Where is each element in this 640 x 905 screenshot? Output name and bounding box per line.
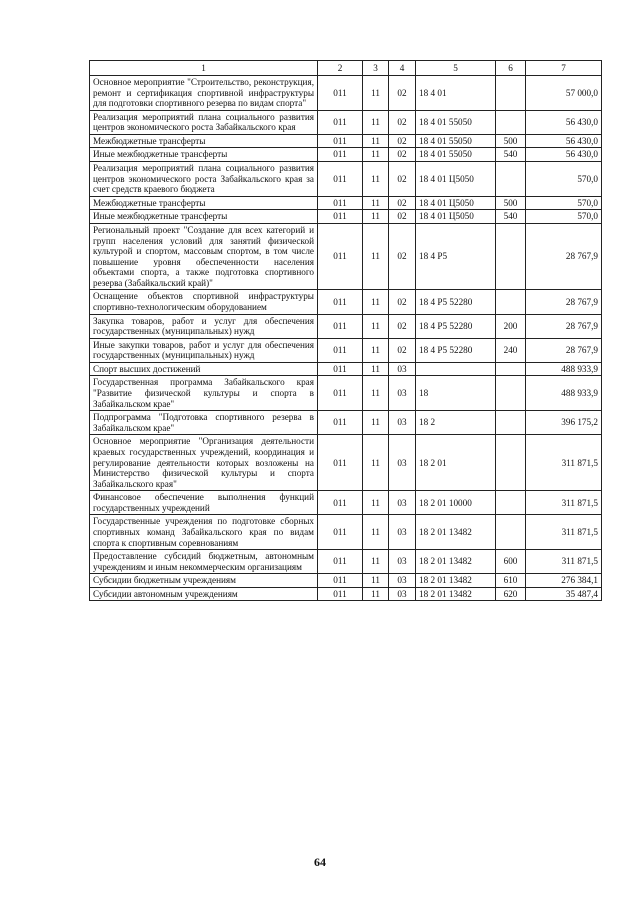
- amount-cell: 28 767,9: [526, 314, 602, 338]
- target-article-cell: 18 2 01 10000: [416, 491, 496, 515]
- section-cell: 11: [363, 550, 389, 574]
- subsection-cell: 02: [389, 110, 416, 134]
- amount-cell: 57 000,0: [526, 76, 602, 111]
- target-article-cell: 18 4 P5: [416, 223, 496, 289]
- grbs-cell: 011: [318, 587, 363, 601]
- row-name-cell: Иные закупки товаров, работ и услуг для обеспечения государственных (муниципальных) нужд: [90, 338, 318, 362]
- section-cell: 11: [363, 411, 389, 435]
- section-cell: 11: [363, 290, 389, 314]
- subsection-cell: 03: [389, 491, 416, 515]
- table-row: [90, 314, 602, 338]
- subsection-cell: 02: [389, 148, 416, 162]
- section-cell: 11: [363, 314, 389, 338]
- expense-type-cell: [496, 435, 526, 491]
- table-row: [90, 435, 602, 491]
- row-name-cell: Оснащение объектов спортивной инфраструктуры спортивно-технологическим оборудованием: [90, 290, 318, 314]
- table-row: [90, 110, 602, 134]
- row-name-cell: Иные межбюджетные трансферты: [90, 148, 318, 162]
- subsection-cell: 02: [389, 134, 416, 148]
- table-row: [90, 162, 602, 197]
- table-row: [90, 134, 602, 148]
- amount-cell: 276 384,1: [526, 574, 602, 588]
- row-name-cell: Реализация мероприятий плана социального развития центров экономического роста Забайкальского края за счет средств краевого бюджета: [90, 162, 318, 197]
- target-article-cell: 18 4 01: [416, 76, 496, 111]
- target-article-cell: 18 4 P5 52280: [416, 338, 496, 362]
- subsection-cell: 02: [389, 314, 416, 338]
- table-row: [90, 223, 602, 289]
- table-row: [90, 210, 602, 224]
- expense-type-cell: 540: [496, 210, 526, 224]
- grbs-cell: 011: [318, 574, 363, 588]
- row-name-cell: Финансовое обеспечение выполнения функций государственных учреждений: [90, 491, 318, 515]
- table-row: [90, 76, 602, 111]
- row-name-cell: Закупка товаров, работ и услуг для обеспечения государственных (муниципальных) нужд: [90, 314, 318, 338]
- subsection-cell: 03: [389, 515, 416, 550]
- grbs-cell: 011: [318, 210, 363, 224]
- subsection-cell: 03: [389, 376, 416, 411]
- table-row: [90, 376, 602, 411]
- target-article-cell: 18 2 01 13482: [416, 515, 496, 550]
- subsection-cell: 02: [389, 210, 416, 224]
- section-cell: 11: [363, 515, 389, 550]
- table-header-row: [90, 61, 602, 76]
- amount-cell: 28 767,9: [526, 290, 602, 314]
- section-cell: 11: [363, 134, 389, 148]
- section-cell: 11: [363, 223, 389, 289]
- amount-cell: 311 871,5: [526, 435, 602, 491]
- grbs-cell: 011: [318, 376, 363, 411]
- row-name-cell: Спорт высших достижений: [90, 362, 318, 376]
- target-article-cell: 18 2 01: [416, 435, 496, 491]
- expense-type-cell: 240: [496, 338, 526, 362]
- section-cell: 11: [363, 148, 389, 162]
- table-row: [90, 290, 602, 314]
- row-name-cell: Региональный проект "Создание для всех категорий и групп населения условий для занятий физической культурой и спортом, массовым спортом, в том числе повышение уровня обеспеченности населения объектами спорта, а также подготовка спортивного резерва (Забайкальский край)": [90, 223, 318, 289]
- section-cell: 11: [363, 162, 389, 197]
- row-name-cell: Основное мероприятие "Строительство, реконструкция, ремонт и сертификация спортивной инфраструктуры для подготовки спортивного резерва по видам спорта": [90, 76, 318, 111]
- row-name-cell: Реализация мероприятий плана социального развития центров экономического роста Забайкальского края: [90, 110, 318, 134]
- target-article-cell: 18 4 01 55050: [416, 134, 496, 148]
- amount-cell: 311 871,5: [526, 515, 602, 550]
- subsection-cell: 02: [389, 162, 416, 197]
- section-cell: 11: [363, 210, 389, 224]
- grbs-cell: 011: [318, 290, 363, 314]
- table-row: [90, 574, 602, 588]
- amount-cell: 488 933,9: [526, 362, 602, 376]
- grbs-cell: 011: [318, 162, 363, 197]
- amount-cell: 396 175,2: [526, 411, 602, 435]
- target-article-cell: 18 2 01 13482: [416, 587, 496, 601]
- table-row: [90, 338, 602, 362]
- expense-type-cell: 200: [496, 314, 526, 338]
- expense-type-cell: [496, 362, 526, 376]
- amount-cell: 311 871,5: [526, 550, 602, 574]
- row-name-cell: Межбюджетные трансферты: [90, 196, 318, 210]
- grbs-cell: 011: [318, 338, 363, 362]
- grbs-cell: 011: [318, 134, 363, 148]
- section-cell: 11: [363, 574, 389, 588]
- row-name-cell: Субсидии бюджетным учреждениям: [90, 574, 318, 588]
- expense-type-cell: [496, 76, 526, 111]
- target-article-cell: [416, 362, 496, 376]
- column-header: 5: [416, 61, 496, 76]
- row-name-cell: Основное мероприятие "Организация деятельности краевых государственных учреждений, координация и регулирование деятельности которых возложены на Министерство физической культуры и спорта Забайкальского края": [90, 435, 318, 491]
- section-cell: 11: [363, 376, 389, 411]
- row-name-cell: Предоставление субсидий бюджетным, автономным учреждениям и иным некоммерческим организациям: [90, 550, 318, 574]
- grbs-cell: 011: [318, 411, 363, 435]
- expense-type-cell: 610: [496, 574, 526, 588]
- target-article-cell: 18 4 01 55050: [416, 148, 496, 162]
- subsection-cell: 02: [389, 196, 416, 210]
- expense-type-cell: [496, 491, 526, 515]
- expense-type-cell: [496, 110, 526, 134]
- grbs-cell: 011: [318, 223, 363, 289]
- column-header: 2: [318, 61, 363, 76]
- amount-cell: 56 430,0: [526, 134, 602, 148]
- grbs-cell: 011: [318, 76, 363, 111]
- table-row: [90, 196, 602, 210]
- section-cell: 11: [363, 435, 389, 491]
- amount-cell: 56 430,0: [526, 148, 602, 162]
- section-cell: 11: [363, 338, 389, 362]
- subsection-cell: 02: [389, 338, 416, 362]
- table-body: [90, 76, 602, 601]
- row-name-cell: Иные межбюджетные трансферты: [90, 210, 318, 224]
- expense-type-cell: [496, 411, 526, 435]
- subsection-cell: 02: [389, 76, 416, 111]
- column-header: 4: [389, 61, 416, 76]
- expense-type-cell: [496, 515, 526, 550]
- target-article-cell: 18 4 01 55050: [416, 110, 496, 134]
- target-article-cell: 18 4 P5 52280: [416, 314, 496, 338]
- expense-type-cell: 600: [496, 550, 526, 574]
- column-header: 6: [496, 61, 526, 76]
- grbs-cell: 011: [318, 314, 363, 338]
- subsection-cell: 02: [389, 223, 416, 289]
- subsection-cell: 03: [389, 435, 416, 491]
- target-article-cell: 18 2: [416, 411, 496, 435]
- expense-type-cell: 540: [496, 148, 526, 162]
- table-row: [90, 587, 602, 601]
- target-article-cell: 18 4 01 Ц5050: [416, 162, 496, 197]
- expense-type-cell: [496, 290, 526, 314]
- amount-cell: 28 767,9: [526, 223, 602, 289]
- amount-cell: 570,0: [526, 210, 602, 224]
- subsection-cell: 03: [389, 550, 416, 574]
- expense-type-cell: [496, 376, 526, 411]
- grbs-cell: 011: [318, 515, 363, 550]
- target-article-cell: 18 4 01 Ц5050: [416, 196, 496, 210]
- expense-type-cell: 500: [496, 134, 526, 148]
- target-article-cell: 18: [416, 376, 496, 411]
- grbs-cell: 011: [318, 550, 363, 574]
- column-header: 7: [526, 61, 602, 76]
- target-article-cell: 18 2 01 13482: [416, 574, 496, 588]
- row-name-cell: Подпрограмма "Подготовка спортивного резерва в Забайкальском крае": [90, 411, 318, 435]
- amount-cell: 56 430,0: [526, 110, 602, 134]
- amount-cell: 570,0: [526, 162, 602, 197]
- table-row: [90, 550, 602, 574]
- row-name-cell: Государственная программа Забайкальского края "Развитие физической культуры и спорта в Забайкальском крае": [90, 376, 318, 411]
- table-row: [90, 515, 602, 550]
- section-cell: 11: [363, 110, 389, 134]
- section-cell: 11: [363, 587, 389, 601]
- table-row: [90, 491, 602, 515]
- grbs-cell: 011: [318, 110, 363, 134]
- subsection-cell: 03: [389, 574, 416, 588]
- budget-table: [89, 60, 602, 601]
- table-row: [90, 411, 602, 435]
- grbs-cell: 011: [318, 148, 363, 162]
- amount-cell: 488 933,9: [526, 376, 602, 411]
- row-name-cell: Субсидии автономным учреждениям: [90, 587, 318, 601]
- subsection-cell: 03: [389, 411, 416, 435]
- grbs-cell: 011: [318, 362, 363, 376]
- column-header: 3: [363, 61, 389, 76]
- expense-type-cell: 500: [496, 196, 526, 210]
- grbs-cell: 011: [318, 491, 363, 515]
- row-name-cell: Межбюджетные трансферты: [90, 134, 318, 148]
- subsection-cell: 03: [389, 587, 416, 601]
- column-header: 1: [90, 61, 318, 76]
- amount-cell: 570,0: [526, 196, 602, 210]
- expense-type-cell: 620: [496, 587, 526, 601]
- row-name-cell: Государственные учреждения по подготовке сборных спортивных команд Забайкальского края по видам спорта к спортивным соревнованиям: [90, 515, 318, 550]
- subsection-cell: 02: [389, 290, 416, 314]
- expense-type-cell: [496, 223, 526, 289]
- amount-cell: 311 871,5: [526, 491, 602, 515]
- amount-cell: 35 487,4: [526, 587, 602, 601]
- section-cell: 11: [363, 76, 389, 111]
- page-number: 64: [314, 855, 326, 869]
- subsection-cell: 03: [389, 362, 416, 376]
- section-cell: 11: [363, 362, 389, 376]
- grbs-cell: 011: [318, 196, 363, 210]
- target-article-cell: 18 2 01 13482: [416, 550, 496, 574]
- target-article-cell: 18 4 01 Ц5050: [416, 210, 496, 224]
- table-row: [90, 148, 602, 162]
- amount-cell: 28 767,9: [526, 338, 602, 362]
- grbs-cell: 011: [318, 435, 363, 491]
- section-cell: 11: [363, 196, 389, 210]
- expense-type-cell: [496, 162, 526, 197]
- table-row: [90, 362, 602, 376]
- target-article-cell: 18 4 P5 52280: [416, 290, 496, 314]
- section-cell: 11: [363, 491, 389, 515]
